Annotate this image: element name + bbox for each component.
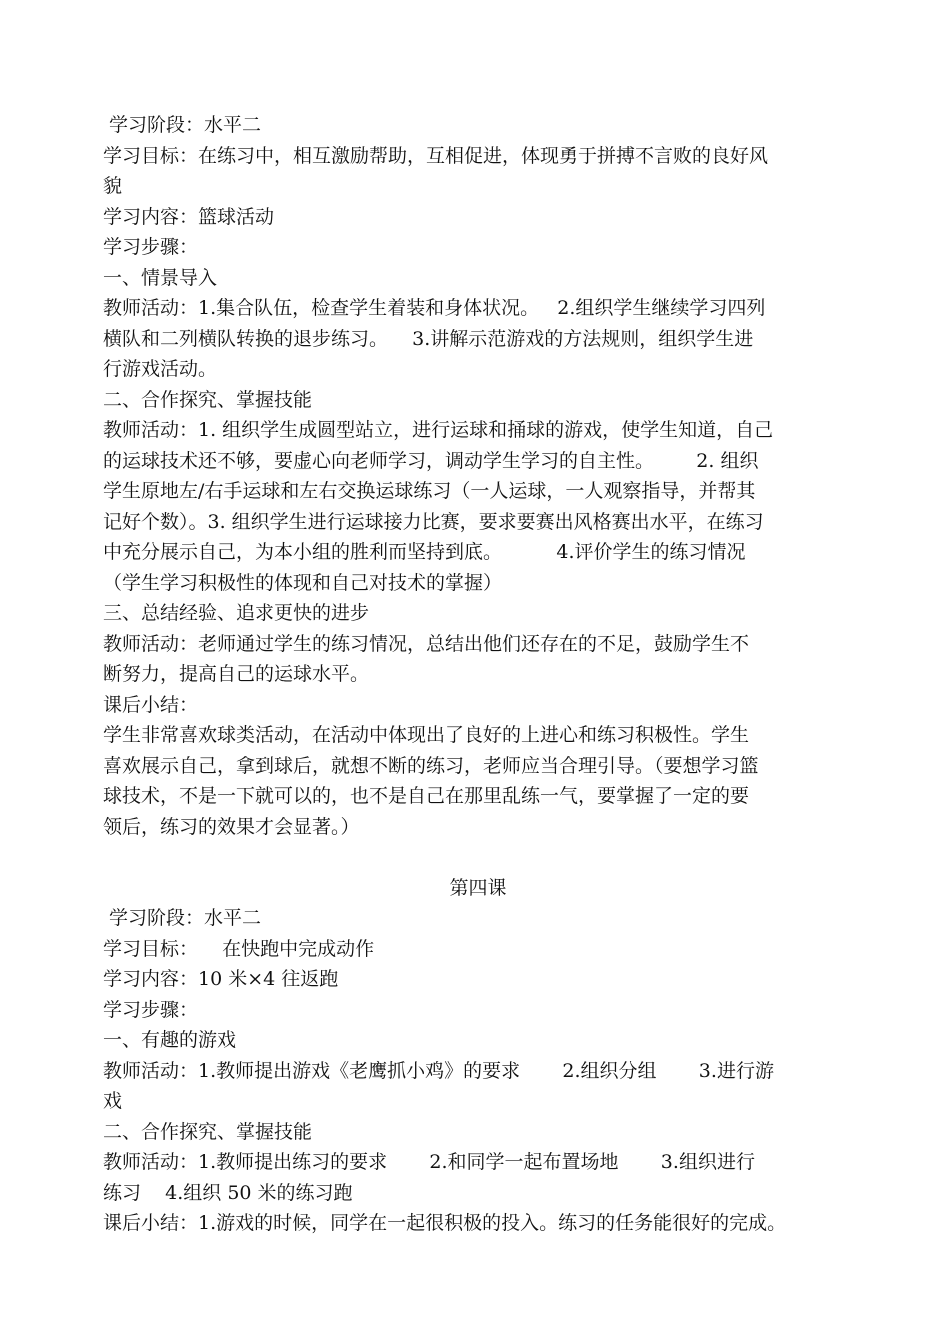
text-line: 练习 4.组织 50 米的练习跑 bbox=[103, 1181, 353, 1204]
lesson-four-section bbox=[103, 873, 853, 1239]
text-line: 学习内容：10 米×4 往返跑 bbox=[103, 968, 339, 990]
lesson-title: 第四课 bbox=[449, 876, 507, 899]
text-line: 教师活动：1.教师提出练习的要求 2.和同学一起布置场地 3.组织进行 bbox=[103, 1151, 755, 1173]
text-line: （学生学习积极性的体现和自己对技术的掌握） bbox=[103, 571, 503, 594]
text-line: 学习步骤： bbox=[103, 998, 199, 1021]
text-line: 的运球技术还不够，要虚心向老师学习，调动学生学习的自主性。 2. 组织 bbox=[103, 449, 759, 472]
text-line: 貌 bbox=[103, 175, 123, 197]
section-heading: 二、合作探究、掌握技能 bbox=[103, 388, 313, 411]
text-line: 教师活动：1.教师提出游戏《老鹰抓小鸡》的要求 2.组织分组 3.进行游 bbox=[103, 1059, 774, 1082]
text-line: 行游戏活动。 bbox=[103, 358, 218, 380]
text-line: 学习阶段：水平二 bbox=[103, 907, 262, 929]
text-line: 球技术，不是一下就可以的，也不是自己在那里乱练一气，要掌握了一定的要 bbox=[103, 785, 750, 807]
text-line: 学习目标：在练习中，相互激励帮助，互相促进，体现勇于拼搏不言败的良好风 bbox=[103, 144, 769, 167]
text-line: 记好个数）。3. 组织学生进行运球接力比赛，要求要赛出风格赛出水平，在练习 bbox=[103, 510, 764, 533]
text-line: 学习目标： 在快跑中完成动作 bbox=[103, 937, 375, 960]
text-line: 教师活动：1.集合队伍，检查学生着装和身体状况。 2.组织学生继续学习四列 bbox=[103, 297, 766, 319]
section-heading: 一、有趣的游戏 bbox=[103, 1029, 237, 1051]
text-line: 学生原地左/右手运球和左右交换运球练习（一人运球，一人观察指导，并帮其 bbox=[103, 480, 756, 502]
text-line: 教师活动：老师通过学生的练习情况，总结出他们还存在的不足，鼓励学生不 bbox=[103, 632, 750, 655]
blank-line bbox=[103, 842, 853, 873]
text-line: 学生非常喜欢球类活动，在活动中体现出了良好的上进心和练习积极性。学生 bbox=[103, 724, 750, 746]
text-line: 课后小结： bbox=[103, 693, 199, 716]
text-line: 领后，练习的效果才会显著。） bbox=[103, 815, 360, 838]
text-line: 学习步骤： bbox=[103, 236, 199, 258]
text-line: 中充分展示自己，为本小组的胜利而坚持到底。 4.评价学生的练习情况 bbox=[103, 541, 746, 563]
text-line: 教师活动：1. 组织学生成圆型站立，进行运球和捅球的游戏，使学生知道，自己 bbox=[103, 419, 774, 441]
document-page bbox=[103, 110, 853, 1239]
section-heading: 三、总结经验、追求更快的进步 bbox=[103, 602, 370, 624]
text-line: 戏 bbox=[103, 1090, 123, 1112]
text-line: 学习阶段：水平二 bbox=[103, 114, 262, 136]
section-heading: 一、情景导入 bbox=[103, 266, 218, 289]
text-line: 课后小结：1.游戏的时候，同学在一起很积极的投入。练习的任务能很好的完成。 bbox=[103, 1212, 787, 1234]
section-heading: 二、合作探究、掌握技能 bbox=[103, 1120, 313, 1143]
text-line: 断努力，提高自己的运球水平。 bbox=[103, 663, 370, 685]
text-line: 喜欢展示自己，拿到球后，就想不断的练习，老师应当合理引导。（要想学习篮 bbox=[103, 754, 759, 777]
lesson-three-section bbox=[103, 110, 853, 842]
text-line: 学习内容：篮球活动 bbox=[103, 205, 275, 228]
text-line: 横队和二列横队转换的退步练习。 3.讲解示范游戏的方法规则，组织学生进 bbox=[103, 327, 754, 350]
